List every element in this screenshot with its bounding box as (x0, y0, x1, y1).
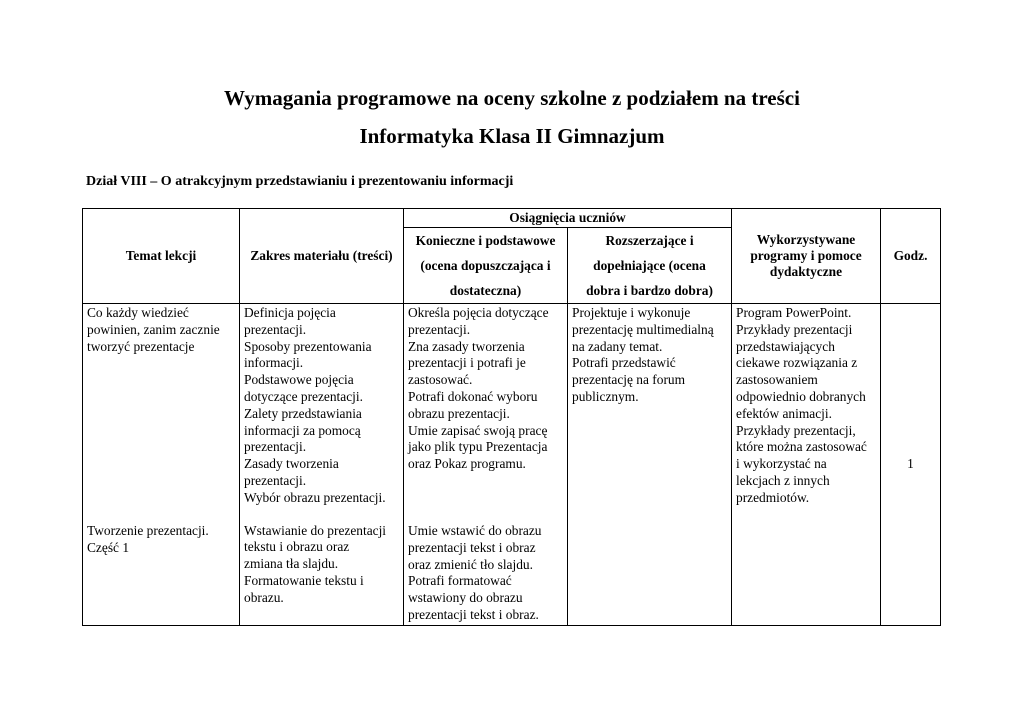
scope-line: Definicja pojęcia (244, 305, 336, 320)
topic-line: powinien, zanim zacznie (87, 321, 220, 337)
aids-line: Przykłady prezentacji, (736, 422, 856, 438)
basic-line: wstawiony do obrazu (408, 590, 523, 606)
scope-line: prezentacji. (244, 321, 307, 337)
header-basic-line: (ocena dopuszczająca i (420, 258, 551, 273)
basic-line: Potrafi dokonać wyboru (408, 388, 538, 404)
aids-line: lekcjach z innych (736, 472, 830, 488)
basic-line: Umie wstawić do obrazu (408, 522, 542, 538)
basic-line: prezentacji tekst i obraz (408, 539, 536, 555)
aids-line: zastosowaniem (736, 372, 818, 388)
aids-line: Przykłady prezentacji (736, 321, 853, 337)
scope-line: prezentacji. (244, 472, 307, 488)
basic-line: prezentacji. (408, 321, 471, 337)
cell-extended (568, 304, 732, 626)
page-title: Wymagania programowe na oceny szkolne z podziałem na treści (224, 86, 800, 110)
scope-line: informacji za pomocą (244, 422, 361, 438)
aids-line: i wykorzystać na (736, 456, 827, 472)
extended-line: na zadany temat. (572, 338, 663, 354)
scope-line: zmiana tła slajdu. (244, 556, 339, 572)
basic-line: Określa pojęcia dotyczące (408, 305, 549, 320)
header-extended-line: Rozszerzające i (605, 233, 694, 248)
scope-line: dotyczące prezentacji. (244, 388, 363, 404)
header-basic-line: dostateczna) (449, 283, 522, 298)
basic-line: Zna zasady tworzenia (408, 338, 525, 354)
cell-basic (404, 304, 568, 626)
header-basic-line: Konieczne i podstawowe (415, 233, 556, 248)
extended-line: Potrafi przedstawić (572, 355, 676, 371)
cell-topic (83, 304, 240, 626)
aids-line: które można zastosować (736, 439, 867, 455)
extended-line: publicznym. (572, 388, 639, 404)
basic-line: Potrafi formatować (408, 573, 512, 589)
topic-line: tworzyć prezentacje (87, 338, 195, 354)
aids-line: odpowiednio dobranych (736, 388, 866, 404)
header-basic (404, 228, 568, 304)
scope-line: Zasady tworzenia (244, 456, 339, 472)
basic-line: prezentacji i potrafi je (408, 355, 526, 371)
page-subtitle: Informatyka Klasa II Gimnazjum (359, 124, 665, 148)
basic-line: oraz zmienić tło slajdu. (408, 556, 533, 572)
basic-line: jako plik typu Prezentacja (408, 439, 548, 455)
section-heading: Dział VIII – O atrakcyjnym przedstawianiu i prezentowaniu informacji (86, 174, 514, 189)
basic-line: prezentacji tekst i obraz. (408, 606, 539, 622)
basic-line: zastosować. (408, 372, 473, 388)
header-hours: Godz. (881, 209, 941, 304)
header-achievements: Osiągnięcia uczniów (404, 209, 732, 228)
scope-line: obrazu. (244, 589, 284, 605)
topic-line: Tworzenie prezentacji. (87, 523, 209, 539)
scope-line: tekstu i obrazu oraz (244, 539, 350, 555)
requirements-table (82, 208, 941, 626)
basic-line: obrazu prezentacji. (408, 405, 510, 421)
scope-line: Sposoby prezentowania (244, 338, 372, 354)
header-extended (568, 228, 732, 304)
aids-line: ciekawe rozwiązania z (736, 355, 858, 371)
cell-scope (240, 304, 404, 626)
cell-aids (732, 304, 881, 626)
header-scope: Zakres materiału (treści) (240, 209, 404, 304)
aids-line: przedmiotów. (736, 489, 810, 505)
scope-line: informacji. (244, 355, 304, 371)
topic-line: Część 1 (87, 540, 130, 556)
header-extended-line: dopełniające (ocena (593, 258, 706, 273)
scope-line: Formatowanie tekstu i (244, 572, 364, 588)
header-topic: Temat lekcji (83, 209, 240, 304)
basic-line: Umie zapisać swoją pracę (408, 422, 548, 438)
scope-line: Wstawianie do prezentacji (244, 522, 387, 538)
header-aids: Wykorzystywane programy i pomoce dydaktyczne (732, 209, 881, 304)
scope-line: Podstawowe pojęcia (244, 372, 354, 388)
basic-line: oraz Pokaz programu. (408, 456, 526, 472)
scope-line: prezentacji. (244, 439, 307, 455)
extended-line: Projektuje i wykonuje (572, 305, 691, 320)
extended-line: prezentację na forum (572, 372, 686, 388)
aids-line: Program PowerPoint. (736, 305, 852, 320)
cell-hours: 1 (881, 304, 941, 626)
aids-line: efektów animacji. (736, 405, 832, 421)
scope-line: Wybór obrazu prezentacji. (244, 489, 386, 505)
scope-line: Zalety przedstawiania (244, 405, 362, 421)
extended-line: prezentację multimedialną (572, 321, 714, 337)
aids-line: przedstawiających (736, 338, 835, 354)
topic-line: Co każdy wiedzieć (87, 305, 189, 320)
header-extended-line: dobra i bardzo dobra) (586, 283, 713, 298)
